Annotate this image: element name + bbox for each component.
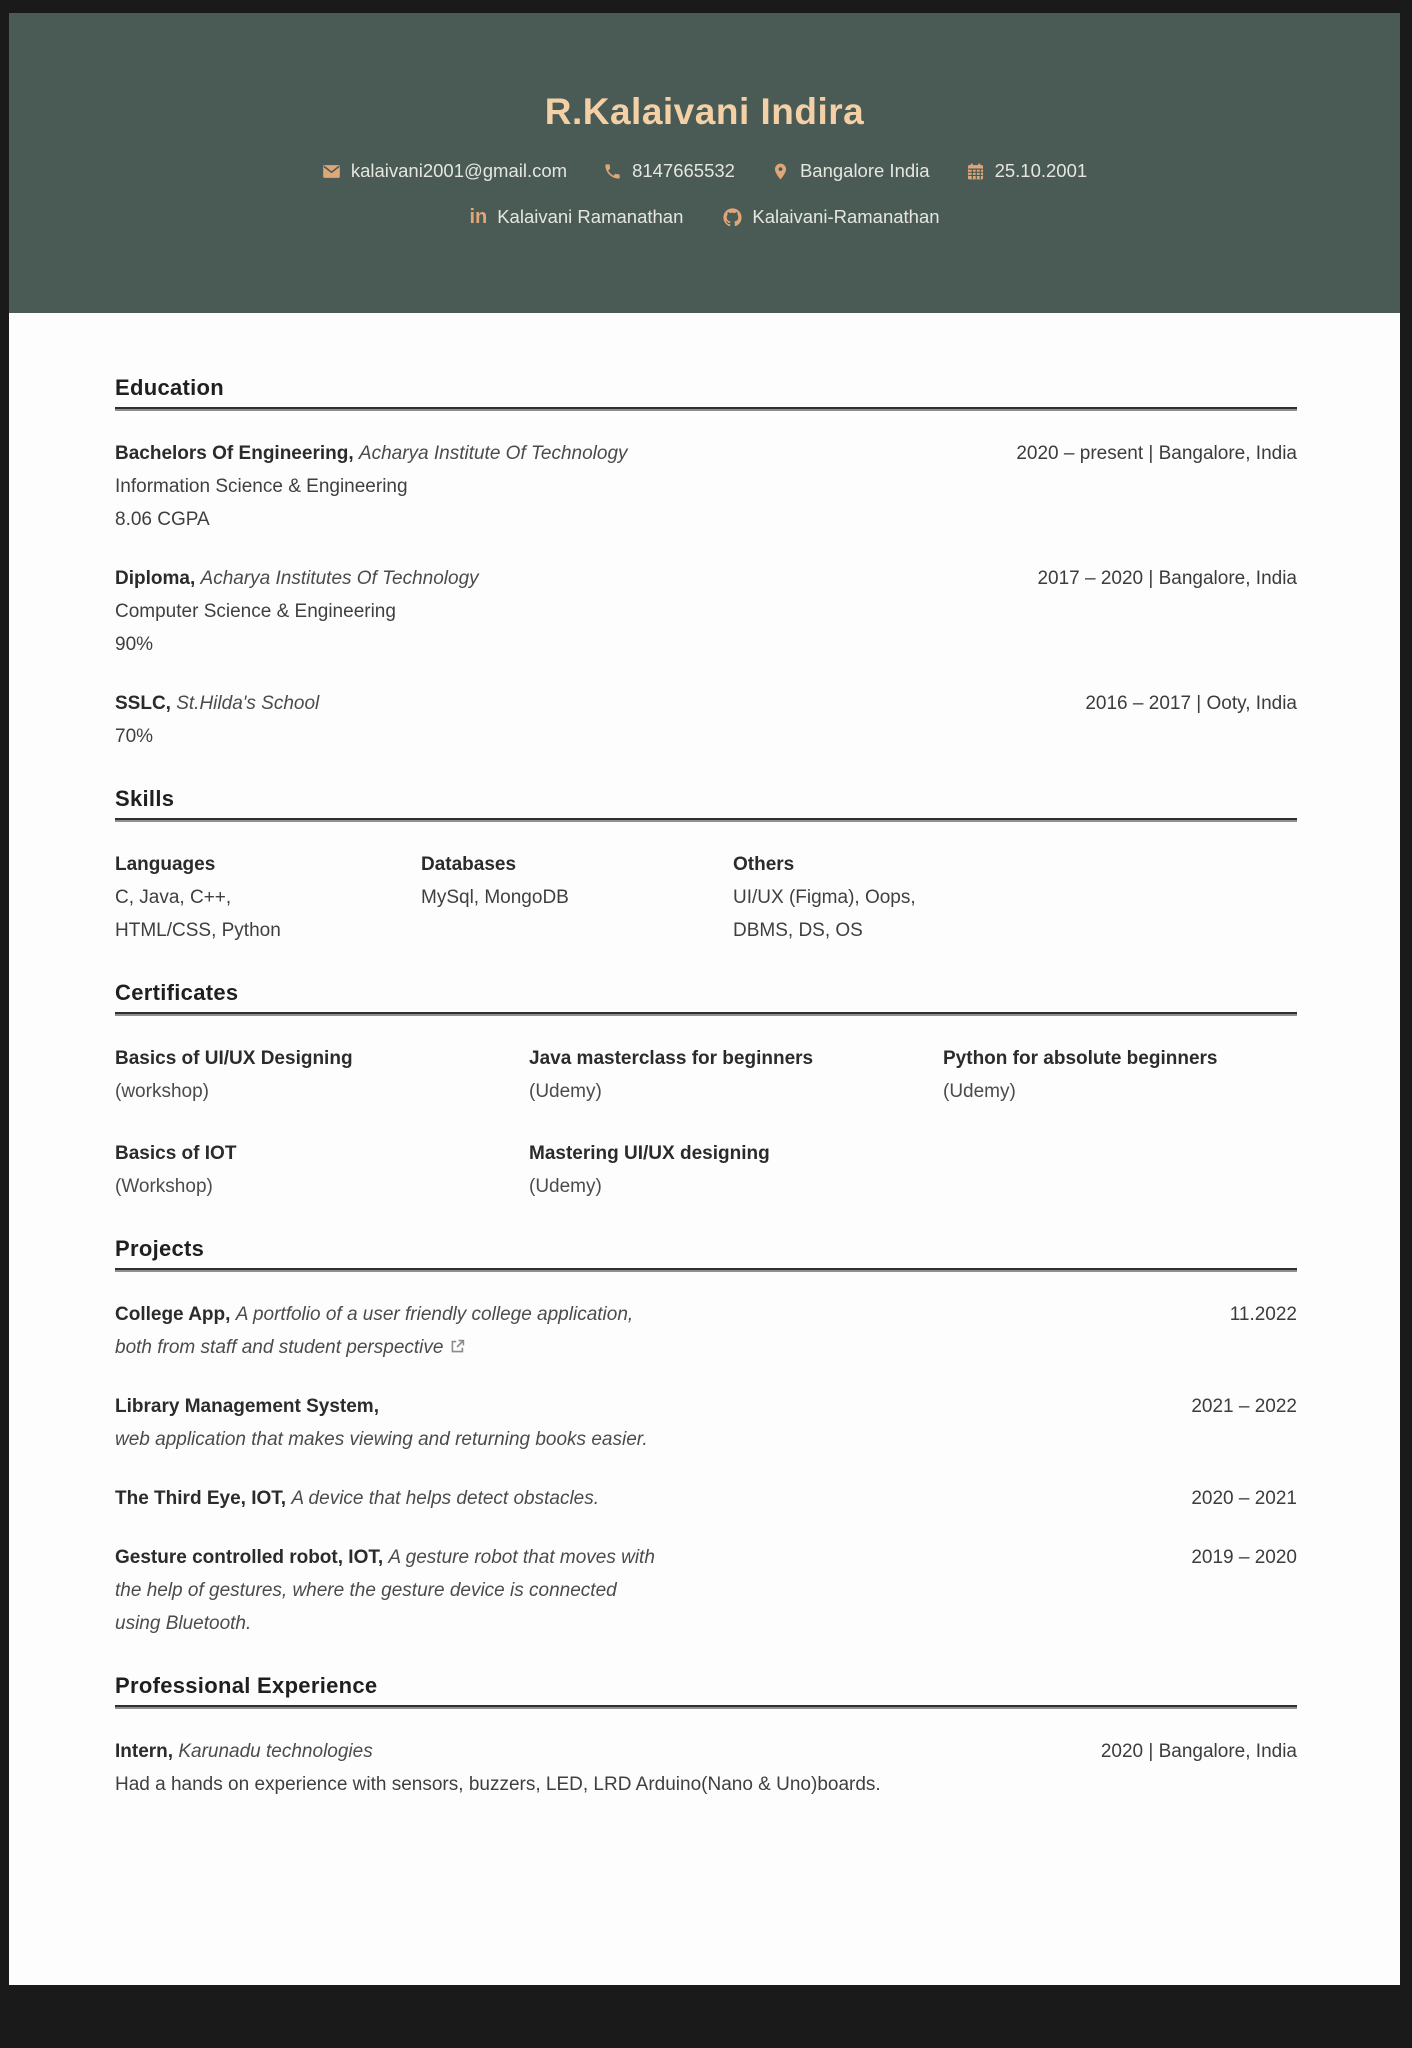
project-desc: A portfolio of a user friendly college application, xyxy=(235,1304,634,1325)
project-entry xyxy=(115,1482,1297,1515)
section-rule xyxy=(115,1705,1297,1709)
certificate-name: Java masterclass for beginners xyxy=(529,1048,814,1069)
external-link-icon[interactable] xyxy=(450,1339,465,1354)
project-desc: A gesture robot that moves with xyxy=(388,1547,655,1568)
project-date: 2019 – 2020 xyxy=(1191,1547,1297,1568)
section-rule xyxy=(115,1012,1297,1016)
contact-row xyxy=(322,160,1087,182)
certificate-item xyxy=(943,1042,1297,1108)
certificate-item xyxy=(115,1042,529,1108)
mail-icon xyxy=(322,162,341,181)
experience-entry xyxy=(115,1735,1297,1801)
github-icon xyxy=(723,208,742,227)
project-name: Library Management System, xyxy=(115,1396,379,1417)
project-date: 2021 – 2022 xyxy=(1191,1396,1297,1417)
project-entry xyxy=(115,1298,1297,1364)
resume-page xyxy=(9,13,1400,1985)
education-line: 70% xyxy=(115,726,154,747)
certificate-item xyxy=(115,1137,529,1203)
project-desc: using Bluetooth. xyxy=(115,1613,252,1634)
experience-meta: 2020 | Bangalore, India xyxy=(1100,1741,1297,1762)
education-line: Information Science & Engineering xyxy=(115,476,408,497)
skill-group-name: Databases xyxy=(421,854,517,875)
github-profile[interactable] xyxy=(723,206,939,228)
certificate-name: Python for absolute beginners xyxy=(943,1048,1218,1069)
section-certificates xyxy=(115,980,1297,1203)
contact-phone-label: 8147665532 xyxy=(632,160,735,181)
education-line: 8.06 CGPA xyxy=(115,509,210,530)
skill-group-databases xyxy=(421,848,733,947)
skill-line: UI/UX (Figma), Oops, xyxy=(733,887,916,908)
education-meta: 2020 – present | Bangalore, India xyxy=(1016,443,1297,464)
contact-email-label: kalaivani2001@gmail.com xyxy=(350,160,568,181)
school-name: Acharya Institutes Of Technology xyxy=(200,568,479,589)
degree-name: Bachelors Of Engineering, xyxy=(115,443,354,464)
contact-phone[interactable] xyxy=(603,160,735,182)
education-meta: 2017 – 2020 | Bangalore, India xyxy=(1037,568,1297,589)
experience-role: Intern, xyxy=(115,1741,174,1762)
certificate-name: Basics of UI/UX Designing xyxy=(115,1048,353,1069)
section-rule xyxy=(115,407,1297,411)
contact-email[interactable] xyxy=(322,160,567,182)
certificate-item xyxy=(529,1042,943,1108)
contact-location xyxy=(771,160,930,182)
section-title-experience: Professional Experience xyxy=(115,1673,378,1698)
education-entry xyxy=(115,562,1297,661)
section-title-certificates: Certificates xyxy=(115,980,239,1005)
project-name: College App, xyxy=(115,1304,231,1325)
contact-birthdate-label: 25.10.2001 xyxy=(994,160,1088,181)
experience-company: Karunadu technologies xyxy=(178,1741,373,1762)
contact-birthdate xyxy=(966,160,1088,182)
skill-line: C, Java, C++, xyxy=(115,887,232,908)
resume-header xyxy=(9,13,1400,313)
project-desc: web application that makes viewing and returning books easier. xyxy=(115,1429,648,1450)
project-name: Gesture controlled robot, IOT, xyxy=(115,1547,384,1568)
linkedin-profile[interactable] xyxy=(469,206,683,228)
project-entry xyxy=(115,1390,1297,1456)
section-title-projects: Projects xyxy=(115,1236,205,1261)
project-date: 2020 – 2021 xyxy=(1191,1488,1297,1509)
skill-line: MySql, MongoDB xyxy=(421,887,569,908)
education-meta: 2016 – 2017 | Ooty, India xyxy=(1085,693,1297,714)
certificate-name: Mastering UI/UX designing xyxy=(529,1143,770,1164)
linkedin-icon: in xyxy=(469,205,488,228)
project-date: 11.2022 xyxy=(1229,1304,1297,1325)
candidate-name: R.Kalaivani Indira xyxy=(544,91,865,132)
section-rule xyxy=(115,1268,1297,1272)
section-title-education: Education xyxy=(115,375,225,400)
project-desc: the help of gestures, where the gesture device is connected xyxy=(115,1580,617,1601)
project-name: The Third Eye, IOT, xyxy=(115,1488,287,1509)
education-entry xyxy=(115,687,1297,753)
linkedin-label: Kalaivani Ramanathan xyxy=(497,206,684,227)
certificate-source: (Udemy) xyxy=(943,1081,1016,1102)
project-entry xyxy=(115,1541,1297,1640)
section-education xyxy=(115,375,1297,753)
degree-name: SSLC, xyxy=(115,693,171,714)
skill-group-name: Languages xyxy=(115,854,216,875)
resume-body xyxy=(9,313,1400,1801)
certificate-item xyxy=(529,1137,943,1203)
section-projects xyxy=(115,1236,1297,1640)
section-skills xyxy=(115,786,1297,947)
phone-icon xyxy=(603,162,622,181)
education-line: Computer Science & Engineering xyxy=(115,601,396,622)
education-line: 90% xyxy=(115,634,154,655)
school-name: St.Hilda's School xyxy=(176,693,320,714)
certificate-source: (workshop) xyxy=(115,1081,209,1102)
skill-group-others xyxy=(733,848,1297,947)
certificate-source: (Workshop) xyxy=(115,1176,213,1197)
skill-group-languages xyxy=(115,848,421,947)
experience-desc: Had a hands on experience with sensors, buzzers, LED, LRD Arduino(Nano & Uno)boards. xyxy=(115,1774,881,1795)
section-rule xyxy=(115,818,1297,822)
location-icon xyxy=(771,162,790,181)
calendar-icon xyxy=(966,162,985,181)
education-entry xyxy=(115,437,1297,536)
certificate-source: (Udemy) xyxy=(529,1081,602,1102)
contact-location-label: Bangalore India xyxy=(799,160,930,181)
project-desc: A device that helps detect obstacles. xyxy=(291,1488,600,1509)
project-desc: both from staff and student perspective xyxy=(115,1337,444,1358)
section-title-skills: Skills xyxy=(115,786,175,811)
certificate-name: Basics of IOT xyxy=(115,1143,237,1164)
school-name: Acharya Institute Of Technology xyxy=(358,443,628,464)
certificate-source: (Udemy) xyxy=(529,1176,602,1197)
skill-line: HTML/CSS, Python xyxy=(115,920,281,941)
profiles-row xyxy=(469,206,939,228)
skill-line: DBMS, DS, OS xyxy=(733,920,863,941)
degree-name: Diploma, xyxy=(115,568,196,589)
section-experience xyxy=(115,1673,1297,1801)
skill-group-name: Others xyxy=(733,854,795,875)
github-label: Kalaivani-Ramanathan xyxy=(752,206,940,227)
